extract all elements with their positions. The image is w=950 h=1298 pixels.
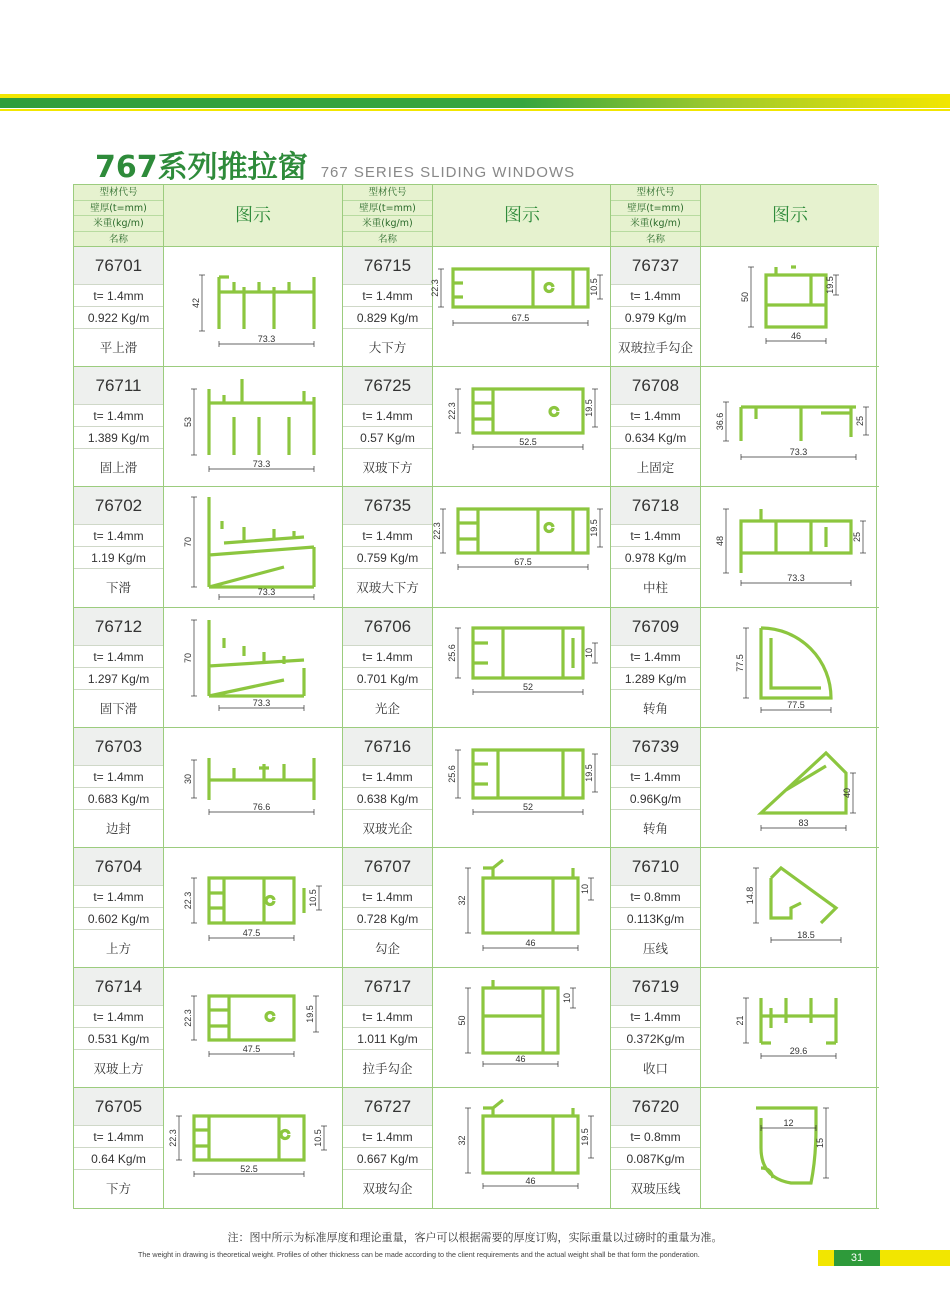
dimension-label: 30 [183,773,193,784]
profile-drawing-svg [164,968,342,1088]
table-row [74,247,342,367]
profile-name: 光企 [374,700,400,716]
table-row [611,1088,879,1208]
dimension-label: 19.5 [584,764,594,782]
profile-code: 76737 [611,247,700,285]
profile-drawing [701,1088,879,1207]
table-row [343,728,611,848]
profile-info [611,728,701,847]
profile-weight: 0.829 Kg/m [343,307,432,329]
profile-drawing [164,1088,342,1207]
dimension-label: 29.6 [789,1046,808,1057]
page-number: 31 [834,1250,880,1266]
profile-drawing [701,367,879,486]
page-title [95,142,576,185]
page-number-bar [818,1250,950,1266]
profile-drawing [164,487,342,606]
profile-info [611,608,701,727]
dimension-label: 52 [522,801,534,812]
header-name: 名称 [108,233,128,245]
profile-drawing-svg [701,968,879,1088]
profile-weight: 0.759 Kg/m [343,547,432,569]
dimension-label: 22.3 [168,1129,178,1148]
header-thickness: 壁厚(t=mm) [611,201,700,217]
profile-drawing-svg [433,367,611,487]
dimension-label: 25 [855,416,865,427]
dimension-label: 22.3 [432,522,442,541]
profile-drawing-svg [164,367,342,487]
profile-weight: 0.667 Kg/m [343,1148,432,1170]
profile-drawing [164,608,342,727]
dimension-label: 19.5 [580,1128,590,1147]
profile-code: 76717 [343,968,432,1006]
dimension-label: 10.5 [313,1129,323,1148]
table-row [74,728,342,848]
profile-drawing [701,487,879,606]
header-weight: 米重(kg/m) [343,216,432,232]
profile-drawing-svg [701,608,879,728]
title-cn: 767系列推拉窗 [95,150,308,185]
profile-weight: 1.297 Kg/m [74,668,163,690]
profile-drawing [701,728,879,847]
table-header [611,185,879,247]
profile-info [74,247,164,366]
dimension-label: 67.5 [511,313,530,323]
profile-thickness: t= 1.4mm [74,525,163,547]
profile-weight: 0.602 Kg/m [74,908,163,930]
dimension-label: 46 [515,1054,526,1065]
profile-weight: 0.683 Kg/m [74,788,163,810]
dimension-label: 42 [191,297,201,309]
dimension-label: 77.5 [735,653,745,672]
header-figure: 图示 [504,205,540,226]
profile-weight: 0.087Kg/m [611,1148,700,1170]
table-column [342,185,610,1208]
dimension-label: 32 [457,1135,467,1146]
dimension-label: 22.3 [430,279,440,297]
table-row [74,968,342,1088]
profile-info [611,848,701,967]
profile-thickness: t= 1.4mm [611,405,700,427]
profile-code: 76708 [611,367,700,405]
profile-name: 平上滑 [99,340,138,355]
profile-thickness: t= 1.4mm [343,405,432,427]
profile-thickness: t= 1.4mm [343,886,432,908]
dimension-label: 25 [852,532,862,543]
table-row [611,848,879,968]
dimension-label: 46 [525,938,536,948]
table-row [611,968,879,1088]
profile-code: 76716 [343,728,432,766]
profile-weight: 0.728 Kg/m [343,908,432,930]
profile-weight: 0.96Kg/m [611,788,700,810]
profile-code: 76705 [74,1088,163,1126]
profile-drawing [164,728,342,847]
profile-drawing-svg [433,728,611,848]
profile-thickness: t= 1.4mm [343,766,432,788]
table-row [74,608,342,728]
profile-weight: 0.638 Kg/m [343,788,432,810]
table-row [74,1088,342,1208]
profile-info [343,968,433,1087]
profile-name: 转角 [642,700,668,716]
profile-drawing [433,848,611,967]
profile-info [611,367,701,486]
profile-drawing-svg [164,487,342,607]
footnote-cn: 注：图中所示为标准厚度和理论重量，客户可以根据需要的厚度订购，实际重量以过磅时的重量为准。 [227,1231,723,1244]
profile-name: 固下滑 [99,700,138,716]
profile-code: 76703 [74,728,163,766]
profile-drawing-svg [701,247,879,367]
profile-name: 上固定 [636,460,675,476]
profile-drawing [433,487,611,606]
profile-drawing-svg [433,608,611,728]
dimension-label: 67.5 [514,557,532,568]
profile-drawing-svg [164,247,342,367]
top-stripe [0,94,950,114]
profile-drawing-svg [701,728,879,848]
profile-thickness: t= 0.8mm [611,1126,700,1148]
dimension-label: 77.5 [787,699,805,710]
profile-info [343,367,433,486]
dimension-label: 52.5 [240,1164,258,1175]
profile-thickness: t= 1.4mm [343,646,432,668]
profile-drawing [433,1088,611,1207]
dimension-label: 52.5 [519,437,537,448]
profile-info [343,247,433,366]
header-thickness: 壁厚(t=mm) [74,201,163,217]
profile-weight: 0.113Kg/m [611,908,700,930]
profile-info [343,608,433,727]
profile-drawing [701,848,879,967]
header-code: 型材代号 [611,185,700,201]
profile-info [343,728,433,847]
profile-info [74,848,164,967]
profile-weight: 0.64 Kg/m [74,1148,163,1170]
profile-name: 固上滑 [99,460,138,476]
profile-thickness: t= 1.4mm [74,646,163,668]
dimension-label: 32 [457,895,467,906]
table-row [611,608,879,728]
profile-info [343,1088,433,1207]
dimension-label: 36.6 [715,412,725,431]
dimension-label: 50 [740,291,750,303]
table-row [343,968,611,1088]
profile-table [73,184,877,1209]
profile-drawing-svg [430,247,611,367]
table-row [343,487,611,607]
profile-name: 转角 [642,820,668,836]
profile-name: 勾企 [374,941,400,956]
header-name: 名称 [645,233,665,245]
profile-thickness: t= 1.4mm [343,1126,432,1148]
profile-code: 76719 [611,968,700,1006]
table-row [74,487,342,607]
profile-drawing [701,247,879,366]
table-row [343,1088,611,1208]
profile-thickness: t= 1.4mm [74,1006,163,1028]
profile-name: 压线 [642,941,668,956]
header-weight: 米重(kg/m) [74,216,163,232]
dimension-label: 25.6 [447,765,457,783]
profile-name: 双玻下方 [362,460,413,476]
table-header [74,185,342,247]
profile-weight: 1.011 Kg/m [343,1028,432,1050]
profile-info [611,247,701,366]
dimension-label: 10 [562,993,572,1004]
profile-info [74,1088,164,1207]
profile-code: 76711 [74,367,163,405]
profile-code: 76707 [343,848,432,886]
profile-name: 上方 [105,941,131,956]
dimension-label: 10.5 [589,278,599,296]
profile-thickness: t= 0.8mm [611,886,700,908]
profile-code: 76715 [343,247,432,285]
dimension-label: 73.3 [257,587,276,598]
profile-drawing [433,367,611,486]
profile-thickness: t= 1.4mm [74,1126,163,1148]
dimension-label: 10 [580,883,590,895]
dimension-label: 46 [525,1176,536,1187]
profile-thickness: t= 1.4mm [611,646,700,668]
profile-code: 76735 [343,487,432,525]
profile-code: 76718 [611,487,700,525]
table-header [343,185,611,247]
dimension-label: 21 [735,1015,745,1026]
profile-name: 双玻压线 [630,1181,681,1197]
profile-thickness: t= 1.4mm [611,525,700,547]
profile-weight: 1.389 Kg/m [74,427,163,449]
profile-info [343,487,433,606]
dimension-label: 46 [790,331,802,341]
profile-info [343,848,433,967]
dimension-label: 22.3 [183,1009,193,1027]
profile-name: 双玻上方 [93,1061,144,1077]
header-labels [611,185,701,247]
dimension-label: 47.5 [242,928,261,938]
dimension-label: 40 [842,787,852,798]
profile-drawing-svg [164,1088,342,1208]
profile-drawing-svg [701,1088,879,1208]
profile-drawing-svg [433,1088,611,1208]
profile-thickness: t= 1.4mm [611,1006,700,1028]
dimension-label: 22.3 [183,891,193,910]
table-row [343,247,611,367]
profile-drawing [164,968,342,1087]
profile-code: 76702 [74,487,163,525]
profile-thickness: t= 1.4mm [74,766,163,788]
header-code: 型材代号 [343,185,432,201]
header-thickness: 壁厚(t=mm) [343,201,432,217]
table-row [74,848,342,968]
dimension-label: 70 [183,652,193,663]
table-row [611,367,879,487]
profile-name: 大下方 [368,340,407,355]
dimension-label: 73.3 [252,459,271,470]
profile-weight: 0.531 Kg/m [74,1028,163,1050]
profile-code: 76727 [343,1088,432,1126]
table-row [343,608,611,728]
profile-code: 76720 [611,1088,700,1126]
profile-name: 下滑 [105,580,131,596]
profile-info [611,968,701,1087]
profile-thickness: t= 1.4mm [611,285,700,307]
table-column [610,185,878,1208]
dimension-label: 25.6 [447,643,457,662]
profile-code: 76725 [343,367,432,405]
profile-info [74,367,164,486]
profile-drawing-svg [164,608,342,728]
profile-weight: 0.634 Kg/m [611,427,700,449]
profile-name: 双玻勾企 [362,1181,413,1197]
table-row [343,848,611,968]
dimension-label: 50 [457,1015,467,1026]
header-code: 型材代号 [74,185,163,201]
header-labels [343,185,433,247]
dimension-label: 19.5 [825,276,835,294]
profile-weight: 0.922 Kg/m [74,307,163,329]
dimension-label: 53 [183,417,193,428]
dimension-label: 15 [815,1138,825,1149]
dimension-label: 10.5 [308,889,318,907]
profile-name: 中柱 [642,580,668,596]
profile-thickness: t= 1.4mm [343,1006,432,1028]
profile-drawing [433,968,611,1087]
profile-name: 下方 [105,1181,131,1197]
dimension-label: 73.3 [787,573,805,584]
dimension-label: 12 [783,1118,794,1129]
profile-thickness: t= 1.4mm [74,886,163,908]
dimension-label: 19.5 [584,399,594,417]
profile-drawing-svg [701,487,879,607]
profile-drawing [701,608,879,727]
dimension-label: 73.3 [789,447,808,458]
table-row [343,367,611,487]
profile-code: 76709 [611,608,700,646]
profile-weight: 0.978 Kg/m [611,547,700,569]
profile-name: 双玻大下方 [356,580,419,596]
profile-info [74,608,164,727]
dimension-label: 19.5 [305,1005,315,1023]
profile-info [74,728,164,847]
dimension-label: 70 [183,537,193,548]
profile-code: 76710 [611,848,700,886]
profile-code: 76704 [74,848,163,886]
dimension-label: 48 [715,536,725,547]
profile-weight: 0.372Kg/m [611,1028,700,1050]
table-row [611,247,879,367]
profile-name: 边封 [105,820,131,836]
table-row [611,728,879,848]
profile-code: 76706 [343,608,432,646]
profile-code: 76712 [74,608,163,646]
profile-drawing [164,367,342,486]
dimension-label: 10 [584,647,594,658]
footnote-en: The weight in drawing is theoretical weight. Profiles of other thickness can be made according to the client requirements and the actual weight shall be that form the ponderation. [138,1250,700,1259]
dimension-label: 76.6 [252,801,271,812]
profile-drawing-svg [164,728,342,848]
profile-drawing-svg [433,848,611,968]
header-name: 名称 [377,233,397,245]
profile-thickness: t= 1.4mm [343,525,432,547]
profile-info [611,1088,701,1207]
header-labels [74,185,164,247]
profile-code: 76714 [74,968,163,1006]
title-en: 767 SERIES SLIDING WINDOWS [320,164,576,181]
profile-drawing-svg [701,848,879,968]
dimension-label: 73.3 [257,334,276,344]
profile-thickness: t= 1.4mm [343,285,432,307]
dimension-label: 22.3 [447,402,457,420]
table-row [611,487,879,607]
profile-code: 76701 [74,247,163,285]
profile-code: 76739 [611,728,700,766]
profile-drawing-svg [433,968,611,1088]
profile-weight: 0.57 Kg/m [343,427,432,449]
profile-name: 拉手勾企 [362,1061,413,1077]
dimension-label: 73.3 [252,697,271,708]
table-column [74,185,342,1208]
dimension-label: 18.5 [797,930,815,940]
header-figure: 图示 [772,205,808,226]
profile-info [74,968,164,1087]
table-row [74,367,342,487]
dimension-label: 14.8 [745,886,755,905]
profile-info [611,487,701,606]
profile-name: 双玻光企 [362,820,413,836]
profile-drawing-svg [164,848,342,968]
profile-thickness: t= 1.4mm [74,405,163,427]
profile-drawing [433,728,611,847]
header-figure: 图示 [235,205,271,226]
profile-drawing [430,247,611,366]
dimension-label: 52 [522,681,534,692]
profile-name: 双玻拉手勾企 [617,340,693,355]
profile-weight: 0.701 Kg/m [343,668,432,690]
profile-weight: 0.979 Kg/m [611,307,700,329]
dimension-label: 19.5 [589,519,599,538]
profile-drawing [164,848,342,967]
profile-drawing [433,608,611,727]
profile-thickness: t= 1.4mm [74,285,163,307]
profile-drawing-svg [701,367,879,487]
profile-drawing-svg [433,487,611,607]
profile-weight: 1.19 Kg/m [74,547,163,569]
profile-info [74,487,164,606]
profile-drawing [701,968,879,1087]
profile-weight: 1.289 Kg/m [611,668,700,690]
profile-name: 收口 [642,1061,668,1077]
dimension-label: 83 [798,817,809,828]
profile-drawing [164,247,342,366]
dimension-label: 47.5 [242,1044,261,1055]
header-weight: 米重(kg/m) [611,216,700,232]
profile-thickness: t= 1.4mm [611,766,700,788]
